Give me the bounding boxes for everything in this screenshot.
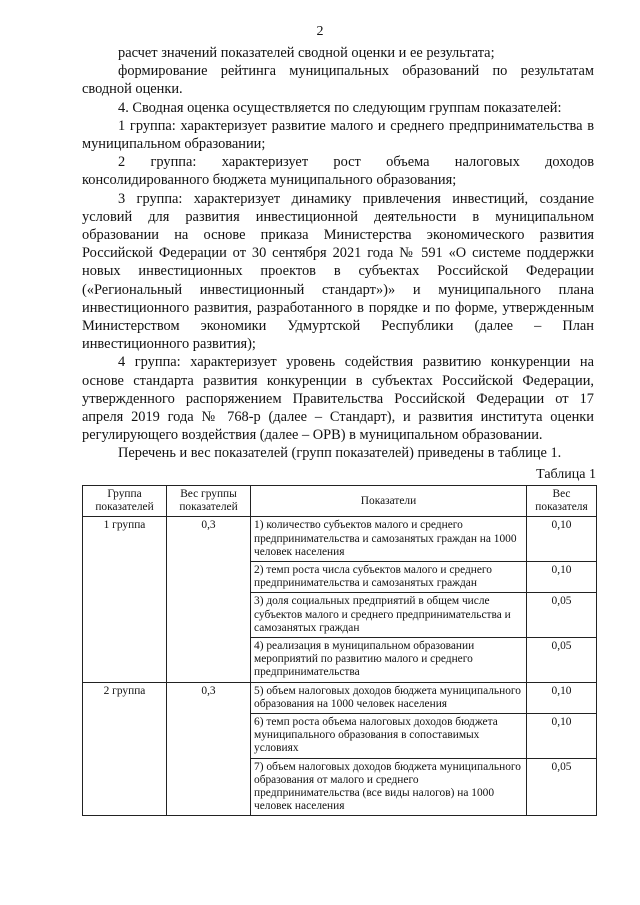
indicator-text: 2) темп роста числа субъектов малого и среднего предпринимательства и самозанятых граждан: [251, 562, 527, 593]
table-row: [83, 682, 597, 713]
paragraph: 4. Сводная оценка осуществляется по следующим группам показателей:: [118, 99, 562, 116]
paragraph: формирование рейтинга муниципальных образований по результатам сводной оценки.: [82, 63, 594, 98]
header-indicator-weight: Вес показателя: [527, 486, 597, 517]
indicator-weight: 0,05: [527, 638, 597, 683]
table-row: [83, 517, 597, 562]
indicator-weight: 0,10: [527, 562, 597, 593]
indicator-text: 4) реализация в муниципальном образовании мероприятий по развитию малого и среднего предпринимательства: [251, 638, 527, 683]
paragraph: 4 группа: характеризует уровень содействия развитию конкуренции на основе стандарта развития конкуренции в субъектах Российской Федерации, утвержденного распоряжением Правительства Российской Федерации от 17 апреля 2019 года № 768-р (далее – Стандарт), и развития института оценки регулирующего воздействия (далее – ОРВ) в муниципальном образовании.: [82, 354, 594, 444]
indicators-table: [82, 485, 597, 816]
document-body: [82, 44, 594, 463]
table-caption: Таблица 1: [536, 467, 596, 482]
group-name: 1 группа: [83, 517, 167, 682]
group-name: 2 группа: [83, 682, 167, 816]
indicator-text: 6) темп роста объема налоговых доходов бюджета муниципального образования в сопоставимых условиях: [251, 714, 527, 759]
indicator-text: 3) доля социальных предприятий в общем числе субъектов малого и среднего предпринимательства и самозанятых граждан: [251, 593, 527, 638]
header-group-weight: Вес группы показателей: [167, 486, 251, 517]
page-number: 2: [316, 24, 324, 39]
indicator-weight: 0,10: [527, 714, 597, 759]
header-indicators: Показатели: [251, 486, 527, 517]
paragraph: 1 группа: характеризует развитие малого и среднего предпринимательства в муниципальном образовании;: [82, 117, 594, 153]
indicator-weight: 0,05: [527, 758, 597, 816]
indicator-weight: 0,05: [527, 593, 597, 638]
indicator-weight: 0,10: [527, 517, 597, 562]
indicator-weight: 0,10: [527, 682, 597, 713]
table-header-row: [83, 486, 597, 517]
header-group: Группа показателей: [83, 486, 167, 517]
indicator-text: 5) объем налоговых доходов бюджета муниципального образования на 1000 человек населения: [251, 682, 527, 713]
paragraph: расчет значений показателей сводной оценки и ее результата;: [118, 45, 495, 61]
group-weight: 0,3: [167, 517, 251, 682]
paragraph: 3 группа: характеризует динамику привлечения инвестиций, создание условий для развития инвестиционной деятельности в муниципальном образовании на основе приказа Министерства экономического развития Российской Федерации от 30 сентября 2021 года № 591 «О системе поддержки новых инвестиционных проектов в субъектах Российской Федерации («Региональный инвестиционный стандарт»)» и муниципального плана инвестиционного развития, разработанного в порядке и по форме, утвержденным Министерством экономики Удмуртской Республики (далее – План инвестиционного развития);: [82, 190, 594, 353]
paragraph: 2 группа: характеризует рост объема налоговых доходов консолидированного бюджета муниципального образования;: [82, 154, 594, 189]
indicator-text: 7) объем налоговых доходов бюджета муниципального образования от малого и среднего предпринимательства (все виды налогов) на 1000 человек населения: [251, 758, 527, 816]
group-weight: 0,3: [167, 682, 251, 816]
indicator-text: 1) количество субъектов малого и среднего предпринимательства и самозанятых граждан на 1000 человек населения: [251, 517, 527, 562]
paragraph: Перечень и вес показателей (групп показателей) приведены в таблице 1.: [118, 445, 562, 462]
